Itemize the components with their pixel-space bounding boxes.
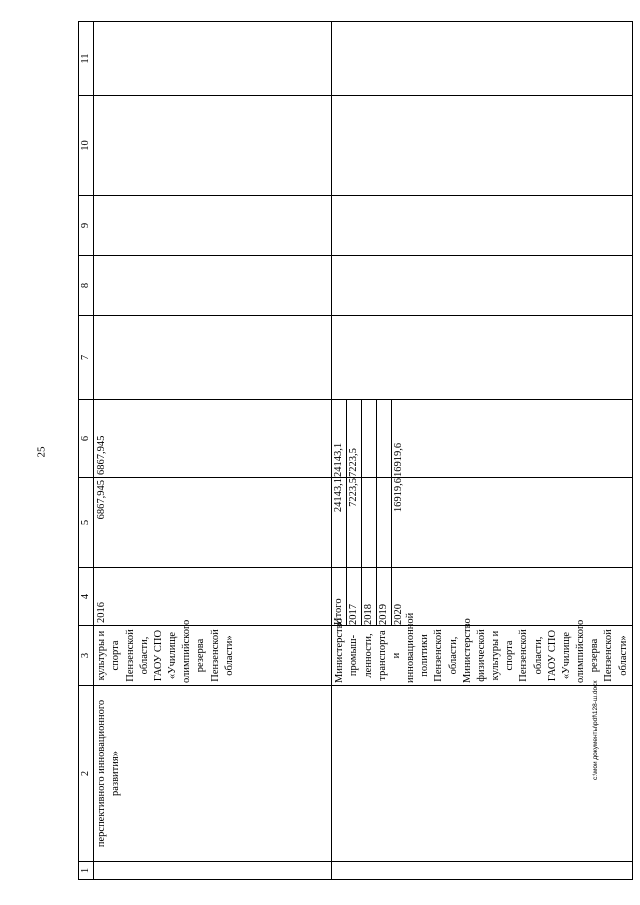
document-table-frame [78,22,629,880]
year-item: 2020 [393,604,405,625]
total-item: 24143,1 [332,478,347,567]
cell-totals [332,478,633,568]
page-number: 25 [35,446,48,458]
cell-program-name: перспективного инновационного развития» [94,686,332,862]
cell-col11 [332,22,633,96]
year-item: 2019 [377,568,392,625]
col-header-3: 3 [79,626,94,686]
cell-col8 [94,256,332,316]
col-header-2: 2 [79,686,94,862]
col-header-1: 1 [79,862,94,880]
cell-years [332,568,633,626]
cell-total: 6867,945 [94,478,332,568]
cell-col10 [332,96,633,196]
table-row [94,22,332,880]
cell-budget: 6867,945 [94,400,332,478]
budget-item [362,400,377,477]
total-item [362,478,377,567]
total-item: 16919,6 [393,478,405,513]
col-header-10: 10 [79,96,94,196]
cell-col11 [94,22,332,96]
cell-executor: Министерство промыш-ленности, транспорта и инновационной политики Пензенской области, Министерство физической культуры и спорта Пензенской области, ГАОУ СПО «Училище олимпийского резерва Пензенской области» [332,626,633,686]
budget-item: 7223,5 [347,400,362,477]
cell-col2 [332,686,633,862]
program-table [78,21,633,880]
col-header-7: 7 [79,316,94,400]
cell-col10 [94,96,332,196]
cell-col9 [94,196,332,256]
cell-col1 [332,862,633,880]
budget-item: 24143,1 [332,400,347,477]
cell-col1 [94,862,332,880]
budget-item: 16919,6 [393,442,405,477]
cell-budgets [332,400,633,478]
cell-col7 [94,316,332,400]
budget-item [377,400,392,477]
cell-col9 [332,196,633,256]
cell-executor: культуры и спорта Пензенской области, ГАОУ СПО «Училище олимпийского резерва Пензенской области» [94,626,332,686]
col-header-6: 6 [79,400,94,478]
col-header-11: 11 [79,22,94,96]
footer-file-path: c:\мои документы\pdf\128-ш.docx [592,680,599,780]
year-item: 2017 [347,568,362,625]
total-item [377,478,392,567]
header-row [79,22,94,880]
total-item: 7223,5 [347,478,362,567]
cell-col8 [332,256,633,316]
year-item: Итого [332,568,347,625]
table-row [332,22,633,880]
col-header-9: 9 [79,196,94,256]
col-header-4: 4 [79,568,94,626]
col-header-8: 8 [79,256,94,316]
year-item: 2018 [362,568,377,625]
cell-col7 [332,316,633,400]
col-header-5: 5 [79,478,94,568]
cell-year: 2016 [94,568,332,626]
